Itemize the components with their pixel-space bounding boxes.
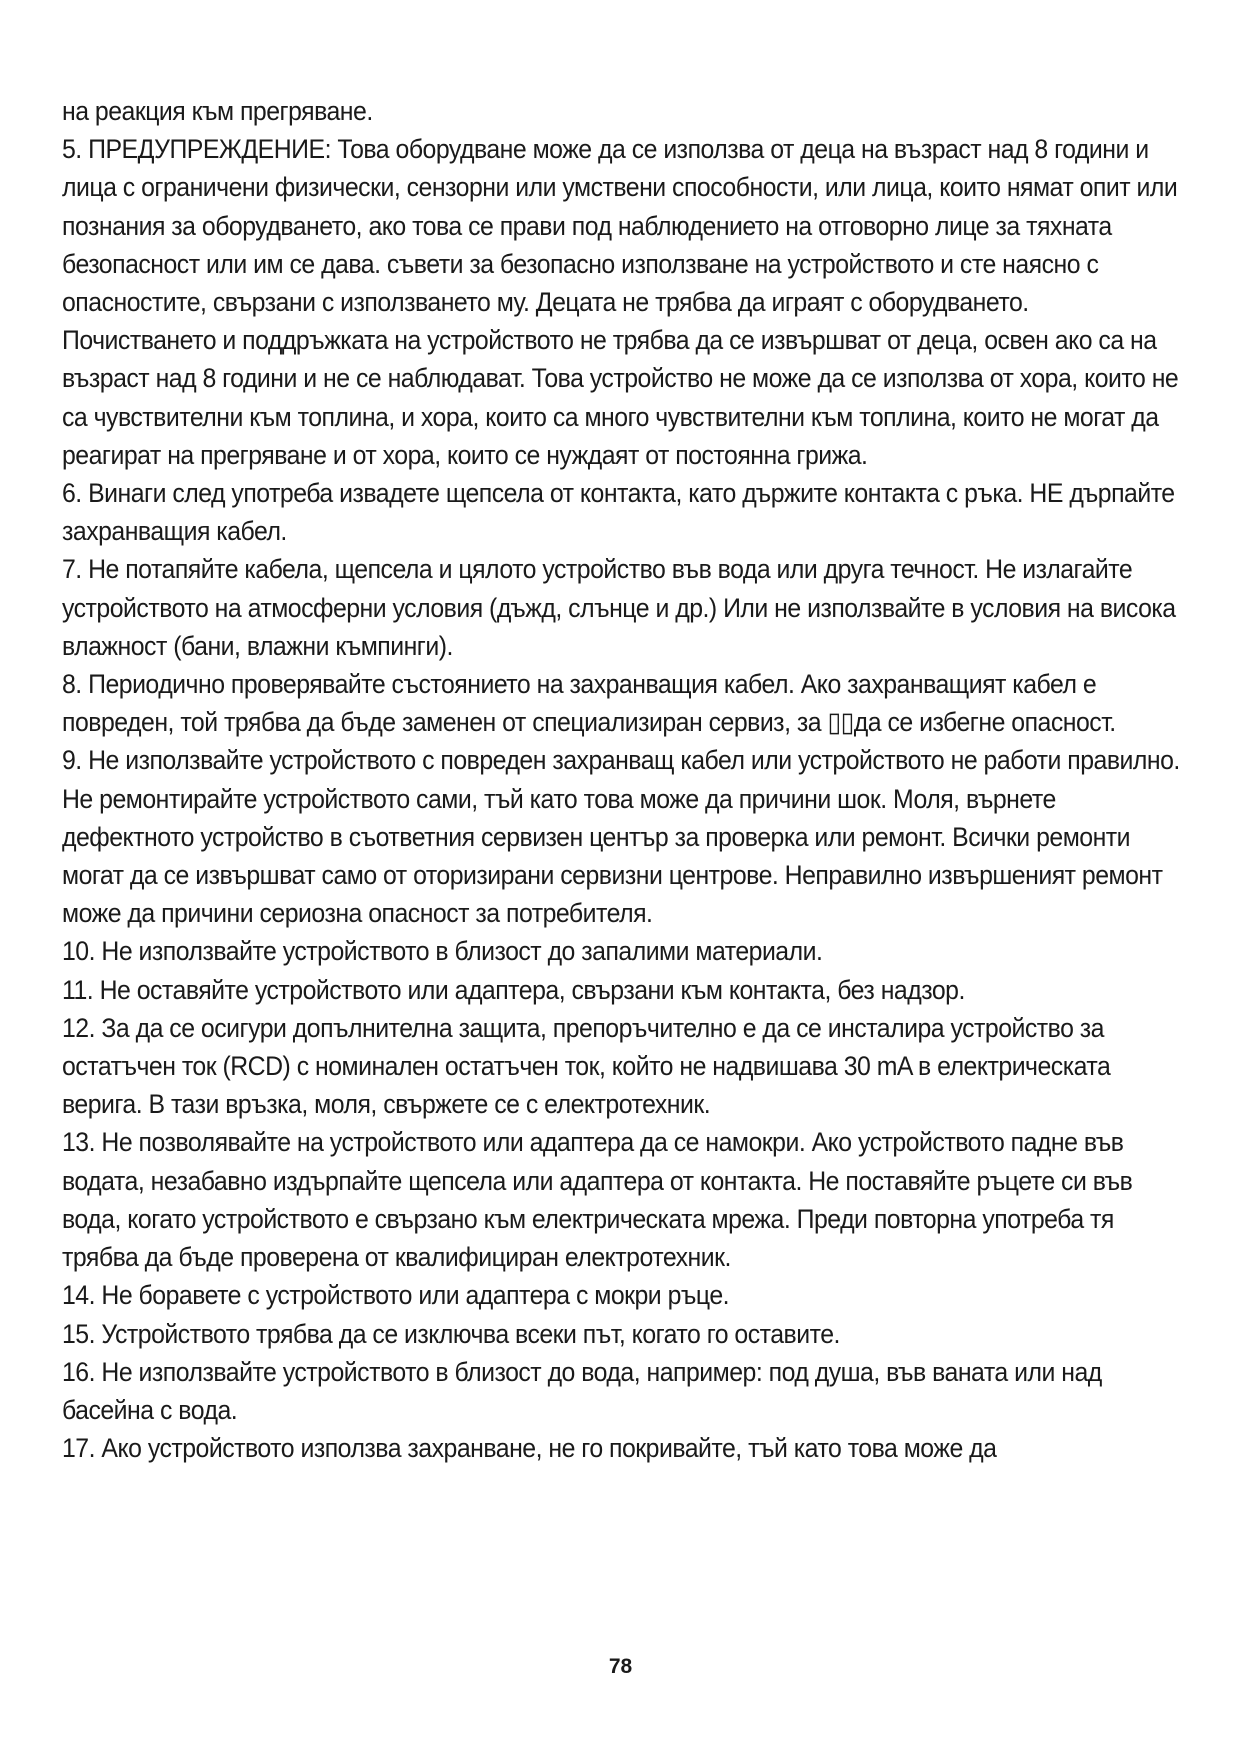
paragraph-item-14: 14. Не боравете с устройството или адаптера с мокри ръце. (62, 1280, 730, 1311)
paragraph-item-12: 12. За да се осигури допълнителна защита, препоръчително е да се инсталира устройство за остатъчен ток (RCD) с номинален остатъчен ток, който не надвишава 30 mA в електрическата верига. В тази връзка, моля, свържете се с електротехник. (62, 1012, 1111, 1120)
paragraph-item-10: 10. Не използвайте устройството в близост до запалими материали. (62, 936, 823, 967)
paragraph-item-11: 11. Не оставяйте устройството или адаптера, свързани към контакта, без надзор. (62, 974, 965, 1005)
paragraph-item-7: 7. Не потапяйте кабела, щепсела и цялото устройство във вода или друга течност. Не излагайте устройството на атмосферни условия (дъжд, слънце и др.) Или не използвайте в условия на висока влажност (бани, влажни къмпинги). (62, 554, 1176, 661)
paragraph-item-17: 17. Ако устройството използва захранване, не го покривайте, тъй като това може да (62, 1433, 997, 1464)
paragraph-item-9: 9. Не използвайте устройството с повреден захранващ кабел или устройството не работи правилно. Не ремонтирайте устройството сами, тъй като това може да причини шок. Моля, върнете дефектното устройство в съответния сервизен център за проверка или ремонт. Всички ремонти могат да се извършват само от оторизирани сервизни центрове. Неправилно извършеният ремонт може да причини сериозна опасност за потребителя. (62, 745, 1180, 929)
paragraph-item-13: 13. Не позволявайте на устройството или адаптера да се намокри. Ако устройството падне във водата, незабавно издърпайте щепсела или адаптера от контакта. Не поставяйте ръцете си във вода, когато устройството е свързано към електрическата мрежа. Преди повторна употреба тя трябва да бъде проверена от квалифициран електротехник. (62, 1127, 1133, 1273)
paragraph-item-15: 15. Устройството трябва да се изключва всеки път, когато го оставите. (62, 1318, 840, 1349)
page-number: 78 (608, 1655, 633, 1678)
paragraph-continuation: на реакция към прегряване. (62, 96, 373, 126)
paragraph-item-6: 6. Винаги след употреба извадете щепсела от контакта, като държите контакта с ръка. НЕ дърпайте захранващия кабел. (62, 478, 1175, 547)
paragraph-item-16: 16. Не използвайте устройството в близост до вода, например: под душа, във ваната или над басейна с вода. (62, 1356, 1102, 1425)
safety-instructions-text (62, 92, 1187, 1467)
paragraph-item-5: 5. ПРЕДУПРЕЖДЕНИЕ: Това оборудване може да се използва от деца на възраст над 8 години и лица с ограничени физически, сензорни или умствени способности, или лица, които нямат опит или познания за оборудването, ако това се прави под наблюдението на отговорно лице за тяхната безопасност или им се дава. съвети за безопасно използване на устройството и сте наясно с опасностите, свързани с използването му. Децата не трябва да играят с оборудването. Почистването и поддръжката на устройството не трябва да се извършват от деца, освен ако са на възраст над 8 години и не се наблюдават. Това устройство не може да се използва от хора, които не са чувствителни към топлина, и хора, които са много чувствителни към топлина, които не могат да реагират на прегряване и от хора, които се нуждаят от постоянна грижа. (62, 134, 1179, 470)
paragraph-item-8: 8. Периодично проверявайте състоянието на захранващия кабел. Ако захранващият кабел е повреден, той трябва да бъде заменен от специализиран сервиз, за ▯▯да се избегне опасност. (62, 669, 1116, 738)
